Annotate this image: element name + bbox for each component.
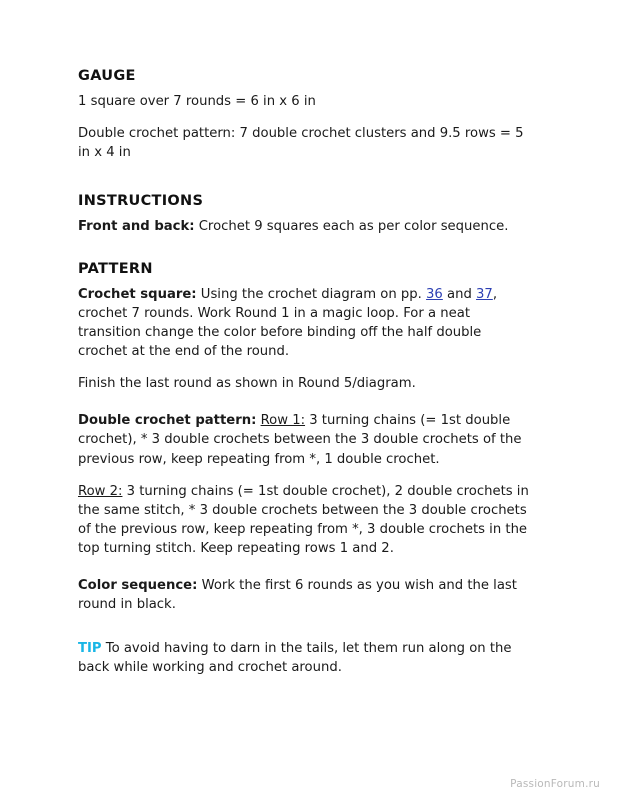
row-1-text: 3 turning chains (= 1st double crochet), * 3 double crochets between the 3 double crochets of the previous row, keep repeating from *, 1 double crochet. — [78, 413, 522, 467]
finish-last-round-paragraph: Finish the last round as shown in Round 5/diagram. — [78, 376, 416, 392]
row-2-label: Row 2: — [78, 483, 123, 499]
gauge-line-2: Double crochet pattern: 7 double crochet clusters and 9.5 rows = 5 in x 4 in — [78, 126, 524, 161]
crochet-square-text-1: Using the crochet diagram on pp. — [196, 286, 427, 302]
pattern-heading: PATTERN — [78, 260, 153, 277]
front-and-back-label: Front and back: — [78, 219, 195, 235]
crochet-square-text-2: and — [442, 286, 477, 302]
row-1-label: Row 1: — [260, 413, 306, 429]
color-sequence-label: Color sequence: — [78, 578, 198, 594]
crochet-square-paragraph — [78, 285, 533, 362]
color-sequence-paragraph — [78, 576, 533, 614]
tip-text: To avoid having to darn in the tails, let them run along on the back while working and crochet around. — [78, 640, 512, 675]
watermark: PassionForum.ru — [510, 778, 600, 790]
gauge-heading: GAUGE — [78, 68, 136, 84]
double-crochet-pattern-paragraph — [78, 411, 533, 468]
tip-paragraph — [78, 639, 533, 677]
crochet-square-text-3: , crochet 7 rounds. Work Round 1 in a magic loop. For a neat transition change the color before binding off the half double crochet at the end of the round. — [78, 286, 498, 359]
front-and-back-text: Crochet 9 squares each as per color sequence. — [194, 219, 509, 235]
instructions-heading: INSTRUCTIONS — [78, 193, 204, 210]
page-reference-link-36[interactable]: 36 — [426, 286, 443, 302]
section-spacer — [78, 628, 533, 639]
crochet-square-label: Crochet square: — [78, 286, 197, 302]
row-2-text: 3 turning chains (= 1st double crochet), 2 double crochets in the same stitch, * 3 double crochets between the 3 double crochets of the previous row, keep repeating from *, 3 double crochets in the top turning stitch. Keep repeating rows 1 and 2. — [78, 483, 529, 557]
front-and-back-paragraph — [78, 217, 533, 236]
row-2-paragraph — [78, 482, 533, 559]
gauge-line-1: 1 square over 7 rounds = 6 in x 6 in — [78, 94, 316, 109]
tip-label: TIP — [78, 640, 102, 656]
section-spacer — [78, 175, 533, 193]
color-sequence-text: Work the first 6 rounds as you wish and the last round in black. — [78, 578, 517, 613]
section-spacer — [78, 250, 533, 261]
document-content — [78, 68, 533, 690]
page-reference-link-37[interactable]: 37 — [476, 286, 493, 302]
double-crochet-pattern-label: Double crochet pattern: — [78, 413, 257, 429]
